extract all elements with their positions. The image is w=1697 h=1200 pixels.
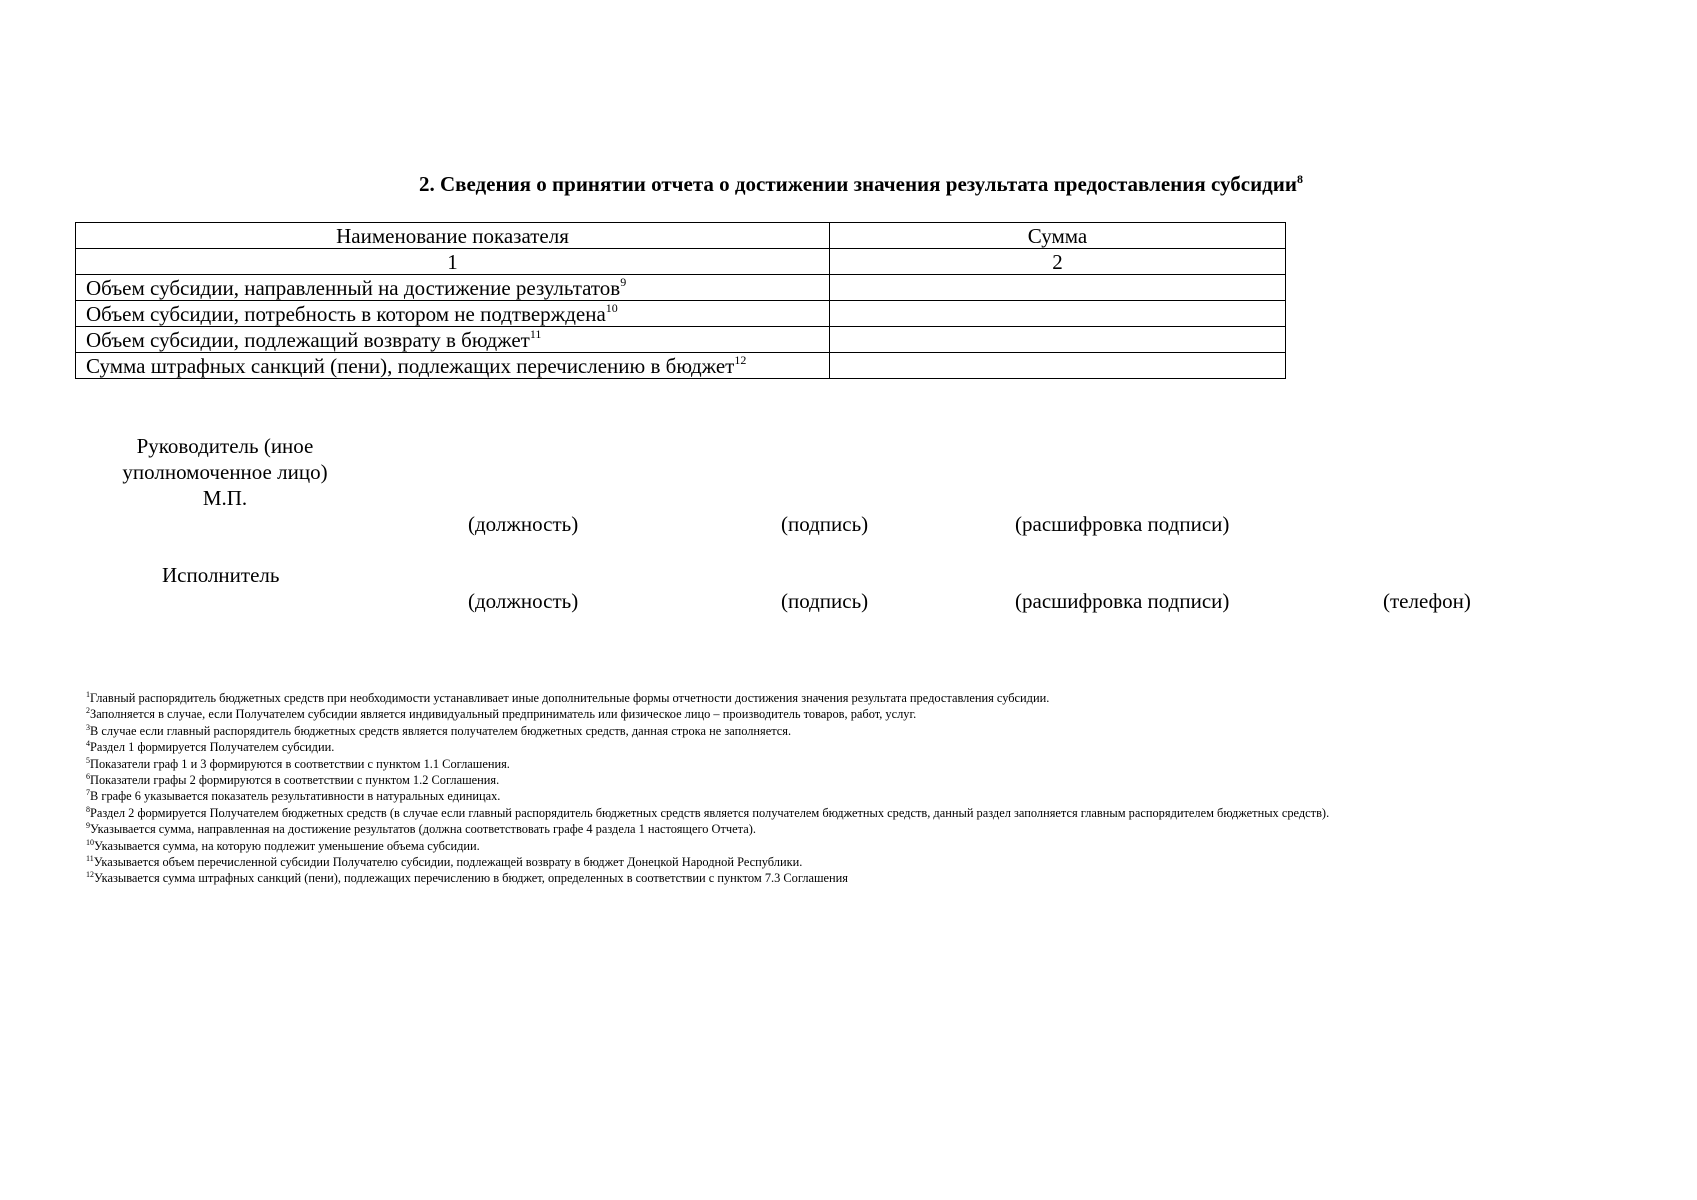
head-decoding-label: (расшифровка подписи) [1015,512,1230,536]
head-position-label: (должность) [468,512,579,536]
footnote-number: 6 [86,772,90,782]
footnote [86,739,1329,755]
footnote-text: Раздел 1 формируется Получателем субсидии. [90,740,335,755]
table-header-row [76,223,1286,249]
row-label-text: Сумма штрафных санкций (пени), подлежащих перечислению в бюджет [86,354,735,378]
footnote-number: 12 [86,870,94,880]
footnote-text: Указывается сумма штрафных санкций (пени), подлежащих перечислению в бюджет, определенных в соответствии с пунктом 7.3 Соглашения [94,871,848,886]
footnote [86,805,1329,821]
executor-title: Исполнитель [162,563,280,587]
executor-position-label: (должность) [468,589,579,613]
head-title-line1: Руководитель (иное [136,434,314,458]
header-indicator-name: Наименование показателя [76,223,830,249]
row-note: 11 [529,327,542,341]
footnote-number: 5 [86,755,90,765]
stamp-label: М.П. [202,486,248,510]
footnote-number: 8 [86,804,90,814]
section-title-text: 2. Сведения о принятии отчета о достижении значения результата предоставления субсидии [418,172,1298,196]
section-title-note: 8 [1297,172,1304,186]
colnum-2: 2 [830,249,1286,275]
row-label-text: Объем субсидии, направленный на достижение результатов [86,276,621,300]
executor-decoding-label: (расшифровка подписи) [1015,589,1230,613]
table-row [76,353,1286,379]
row-note: 9 [620,275,627,289]
footnote [86,690,1329,706]
row-note: 10 [605,301,618,315]
footnote-number: 7 [86,788,90,798]
row-label-text: Объем субсидии, потребность в котором не подтверждена [86,302,606,326]
footnote-text: Указывается сумма, направленная на достижение результатов (должна соответствовать графе 4 раздела 1 настоящего Отчета). [90,822,756,837]
row-label-text: Объем субсидии, подлежащий возврату в бюджет [86,328,530,352]
footnote-text: Показатели графы 2 формируются в соответствии с пунктом 1.2 Соглашения. [90,773,500,788]
footnote [86,821,1329,837]
footnote [86,854,1329,870]
table-colnum-row [76,249,1286,275]
footnote [86,838,1329,854]
footnote-number: 10 [86,837,94,847]
footnote-text: Указывается объем перечисленной субсидии Получателю субсидии, подлежащей возврату в бюджет Донецкой Народной Республики. [93,855,803,870]
row-label [76,301,830,327]
results-table [75,222,1286,379]
footnote-text: Главный распорядитель бюджетных средств при необходимости устанавливает иные дополнительные формы отчетности достижения значения результата предоставления субсидии. [90,691,1050,705]
row-label [76,353,830,379]
footnote [86,723,1329,739]
row-value[interactable] [830,353,1286,379]
table-row [76,301,1286,327]
footnote [86,756,1329,772]
row-value[interactable] [830,327,1286,353]
row-label [76,275,830,301]
head-signature-label: (подпись) [781,512,869,536]
header-amount: Сумма [830,223,1286,249]
footnote [86,870,1329,886]
head-signatory-block [90,433,360,511]
footnote-text: Заполняется в случае, если Получателем субсидии является индивидуальный предприниматель или физическое лицо – производитель товаров, работ, услуг. [90,707,917,722]
section-title [0,172,1697,197]
footnote-number: 9 [86,821,90,831]
footnote [86,772,1329,788]
footnote-text: Показатели граф 1 и 3 формируются в соответствии с пунктом 1.1 Соглашения. [90,756,510,771]
colnum-1: 1 [76,249,830,275]
row-value[interactable] [830,275,1286,301]
footnote-number: 11 [86,854,94,864]
footnotes [86,690,1329,887]
footnote-text: Раздел 2 формируется Получателем бюджетных средств (в случае если главный распорядитель бюджетных средств является получателем бюджетных средств, данный раздел заполняется главным распорядителем бюджетных средств). [90,805,1330,820]
row-label [76,327,830,353]
footnote [86,788,1329,804]
row-value[interactable] [830,301,1286,327]
footnote-text: В графе 6 указывается показатель результативности в натуральных единицах. [90,789,501,804]
table-row [76,275,1286,301]
executor-phone-label: (телефон) [1383,589,1471,613]
footnote-number: 2 [86,706,90,716]
row-note: 12 [734,353,747,367]
executor-signature-label: (подпись) [781,589,869,613]
footnote-number: 4 [86,739,90,749]
footnote-number: 3 [86,722,90,732]
table-row [76,327,1286,353]
footnote-number: 1 [86,690,90,699]
footnote [86,706,1329,722]
footnote-text: В случае если главный распорядитель бюджетных средств является получателем бюджетных средств, данная строка не заполняется. [90,723,792,738]
head-title-line2: уполномоченное лицо) [122,460,328,484]
footnote-text: Указывается сумма, на которую подлежит уменьшение объема субсидии. [94,838,480,853]
